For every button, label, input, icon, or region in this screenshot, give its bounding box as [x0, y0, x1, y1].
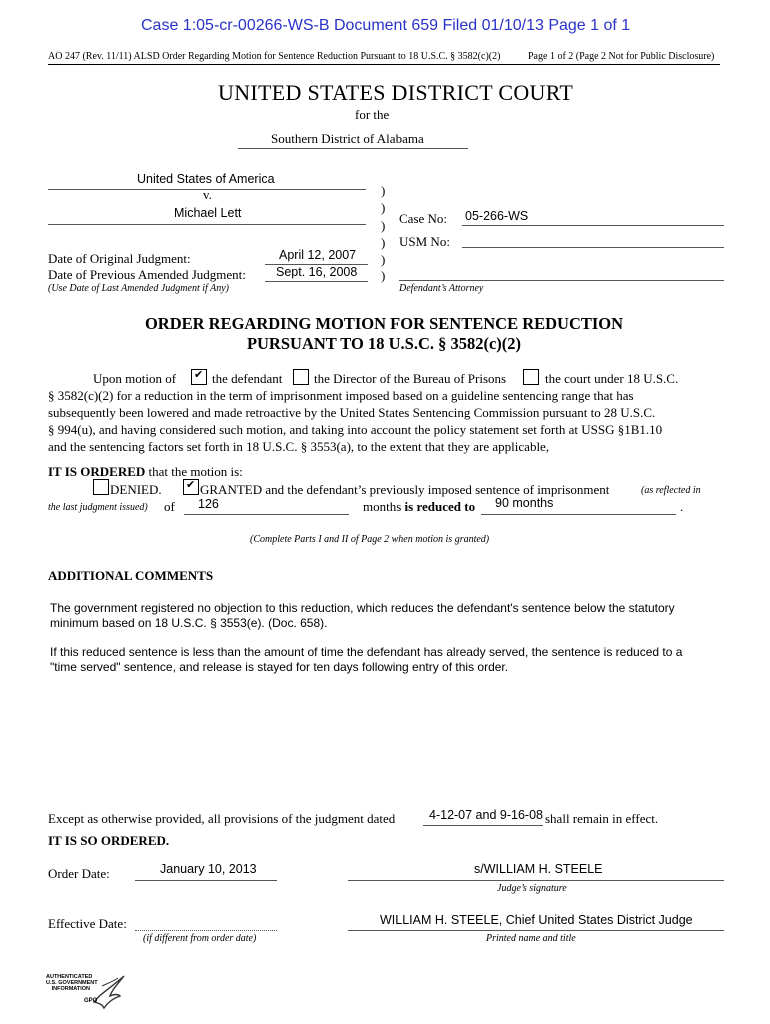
checkbox-director[interactable] — [293, 369, 309, 385]
as-reflected-note: (as reflected in — [641, 485, 701, 496]
form-header-right: Page 1 of 2 (Page 2 Not for Public Disclosure) — [528, 51, 715, 62]
orig-judgment-value: April 12, 2007 — [279, 248, 357, 262]
defendant-name: Michael Lett — [174, 206, 242, 220]
printed-name-label: Printed name and title — [486, 933, 576, 944]
paren-1: ) — [381, 183, 386, 198]
paren-2: ) — [381, 200, 386, 215]
judgment-dates-underline — [423, 825, 543, 826]
months-word: months — [363, 499, 402, 514]
motion-line-1: § 3582(c)(2) for a reduction in the term of imprisonment imposed based on a guideline sentencing range that has — [48, 388, 634, 403]
paren-6: ) — [381, 268, 386, 283]
for-the: for the — [355, 107, 390, 122]
header-rule — [48, 64, 720, 65]
comment-para-2-line-1: If this reduced sentence is less than the amount of time the defendant has already served, the sentence is reduced to a — [50, 645, 683, 659]
district-underline — [238, 148, 468, 149]
orig-judgment-label: Date of Original Judgment: — [48, 251, 191, 266]
gpo-line-1: AUTHENTICATED — [46, 974, 93, 980]
months-prev-value: 126 — [198, 497, 219, 511]
order-date-underline — [135, 880, 277, 881]
motion-line-4: and the sentencing factors set forth in 18 U.S.C. § 3553(a), to the extent that they are applicable, — [48, 439, 550, 454]
motion-line-2: subsequently been lowered and made retroactive by the United States Sentencing Commission pursuant to 28 U.S.C. — [48, 405, 656, 420]
months-label — [363, 499, 475, 515]
months-prev-underline — [184, 514, 349, 515]
effective-date-underline — [135, 930, 277, 931]
order-title — [48, 314, 720, 354]
comment-para-1 — [50, 601, 675, 631]
comment-para-1-line-2: minimum based on 18 U.S.C. § 3553(e). (Doc. 658). — [50, 616, 328, 630]
paren-4: ) — [381, 235, 386, 250]
comment-para-1-line-1: The government registered no objection to this reduction, which reduces the defendant's sentence below the statutory — [50, 601, 675, 615]
comment-para-2-line-2: "time served" sentence, and release is stayed for ten days following entry of this order. — [50, 660, 509, 674]
option-director: the Director of the Bureau of Prisons — [314, 371, 507, 386]
versus: v. — [203, 187, 212, 202]
upon-motion-label: Upon motion of — [93, 371, 177, 386]
checkbox-court[interactable] — [523, 369, 539, 385]
denied-label: DENIED. — [110, 482, 162, 497]
gpo-line-2: U.S. GOVERNMENT — [46, 980, 98, 986]
of-label: of — [164, 499, 175, 514]
use-date-note: (Use Date of Last Amended Judgment if Any) — [48, 283, 229, 294]
gpo-eagle-icon — [90, 972, 130, 1012]
motion-line-3: § 994(u), and having considered such motion, and taking into account the policy statement set forth at USSG §1B1.10 — [48, 422, 663, 437]
plaintiff-name: United States of America — [137, 172, 275, 186]
order-date-value: January 10, 2013 — [160, 862, 257, 876]
paren-3: ) — [381, 218, 386, 233]
paren-5: ) — [381, 252, 386, 267]
except-tail: shall remain in effect. — [545, 811, 659, 826]
option-court: the court under 18 U.S.C. — [545, 371, 679, 386]
last-judgment-note: the last judgment issued) — [48, 502, 148, 513]
judge-signature-underline — [348, 880, 724, 881]
court-title: UNITED STATES DISTRICT COURT — [218, 80, 574, 105]
so-ordered: IT IS SO ORDERED. — [48, 833, 170, 848]
judgment-dates-value: 4-12-07 and 9-16-08 — [429, 808, 543, 822]
prev-judgment-value: Sept. 16, 2008 — [276, 265, 358, 279]
effective-date-label: Effective Date: — [48, 916, 127, 931]
order-title-line2: PURSUANT TO 18 U.S.C. § 3582(c)(2) — [246, 334, 522, 353]
option-defendant: the defendant — [212, 371, 283, 386]
comment-para-2 — [50, 645, 682, 675]
attorney-label: Defendant’s Attorney — [399, 283, 484, 294]
defendant-underline — [48, 224, 366, 225]
reduced-to: is reduced to — [404, 499, 476, 514]
prev-judgment-label: Date of Previous Amended Judgment: — [48, 267, 246, 282]
gpo-logo-text — [46, 974, 98, 992]
usm-no-label: USM No: — [399, 234, 450, 249]
checkbox-denied[interactable] — [93, 479, 109, 495]
form-header-left: AO 247 (Rev. 11/11) ALSD Order Regarding Motion for Sentence Reduction Pursuant to 18 U.S.C. § 3582(c)(2) — [48, 51, 501, 62]
order-title-line1: ORDER REGARDING MOTION FOR SENTENCE REDUCTION — [144, 314, 624, 333]
usm-no-underline — [462, 247, 724, 248]
case-no-label: Case No: — [399, 211, 448, 226]
case-no-underline — [462, 225, 724, 226]
checkbox-granted[interactable] — [183, 479, 199, 495]
except-text: Except as otherwise provided, all provisions of the judgment dated — [48, 811, 396, 826]
gpo-line-3: INFORMATION — [51, 986, 90, 992]
printed-name: WILLIAM H. STEELE, Chief United States District Judge — [380, 913, 693, 927]
district-name: Southern District of Alabama — [271, 131, 424, 146]
effective-date-note: (if different from order date) — [143, 933, 257, 944]
printed-name-underline — [348, 930, 724, 931]
additional-comments-heading: ADDITIONAL COMMENTS — [48, 568, 214, 583]
gpo-authenticated-logo — [46, 972, 136, 1012]
ordered-period: . — [680, 499, 684, 514]
months-new-underline — [481, 514, 676, 515]
gpo-mark: GPO — [84, 998, 98, 1004]
checkbox-defendant[interactable] — [191, 369, 207, 385]
granted-label: GRANTED and the defendant’s previously imposed sentence of imprisonment — [200, 482, 610, 497]
it-is-ordered-rest: that the motion is: — [145, 464, 243, 479]
motion-paragraph — [48, 387, 662, 455]
filing-stamp: Case 1:05-cr-00266-WS-B Document 659 Filed 01/10/13 Page 1 of 1 — [141, 17, 631, 34]
case-no-value: 05-266-WS — [465, 209, 529, 223]
order-date-label: Order Date: — [48, 866, 110, 881]
judge-signature-label: Judge’s signature — [497, 883, 567, 894]
it-is-ordered — [48, 464, 243, 480]
complete-parts-note: (Complete Parts I and II of Page 2 when motion is granted) — [250, 534, 490, 545]
judge-signature: s/WILLIAM H. STEELE — [474, 862, 603, 876]
attorney-underline — [399, 280, 724, 281]
it-is-ordered-bold: IT IS ORDERED — [48, 464, 146, 479]
prev-judgment-underline — [265, 281, 368, 282]
months-new-value: 90 months — [495, 496, 554, 510]
